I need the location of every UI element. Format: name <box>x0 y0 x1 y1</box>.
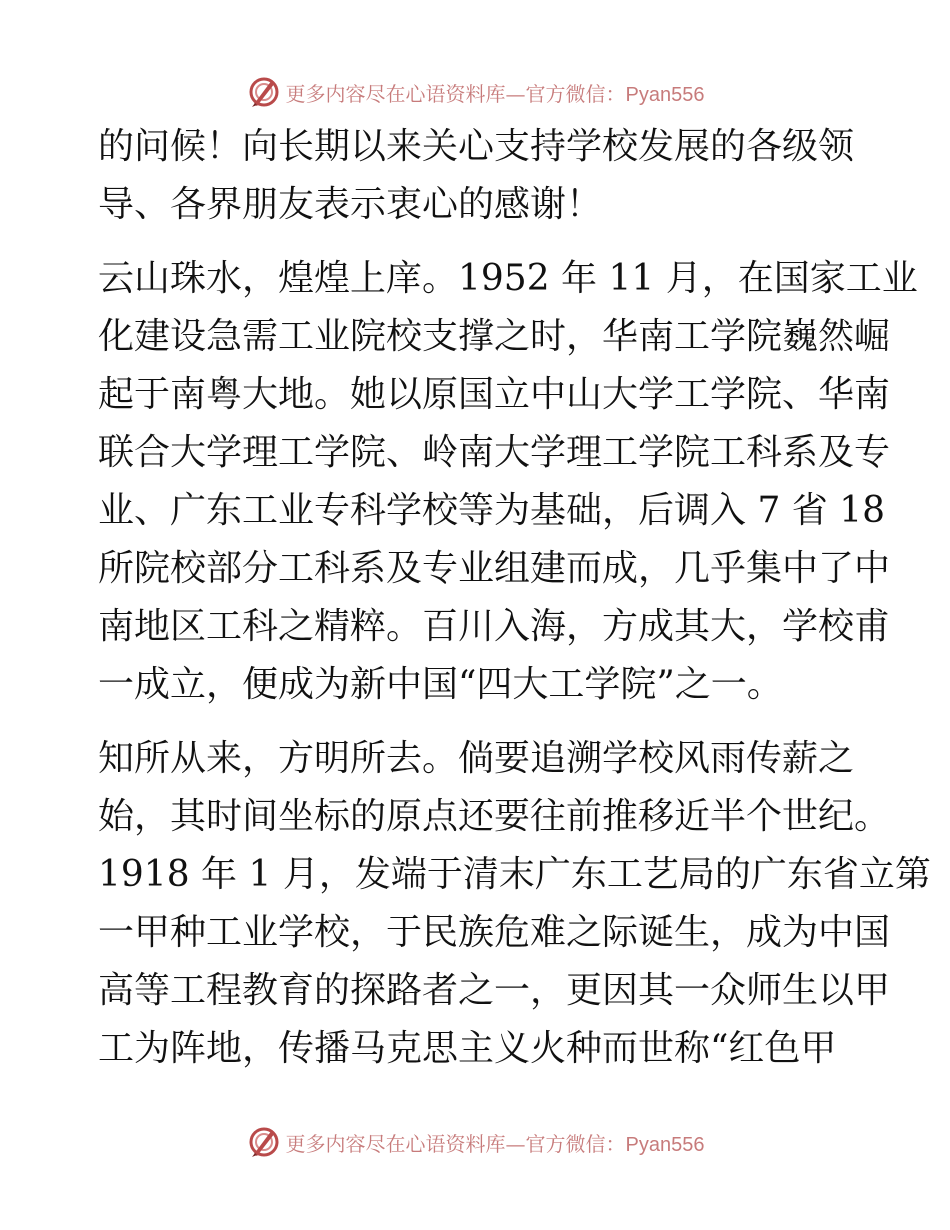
text-line: 始，其时间坐标的原点还要往前推移近半个世纪。 <box>98 796 891 837</box>
footer-banner-text: 更多内容尽在心语资料库—官方微信：Pyan556 <box>285 1131 705 1156</box>
footer-banner <box>0 1122 950 1162</box>
text-line: 导、各界朋友表示衷心的感谢！ <box>98 184 603 225</box>
text-line: 一成立，便成为新中国“四大工学院”之一。 <box>98 664 783 705</box>
header-banner-text: 更多内容尽在心语资料库—官方微信：Pyan556 <box>285 81 705 106</box>
text-line: 所院校部分工科系及专业组建而成，几乎集中了中 <box>98 548 891 589</box>
footer-wechat-id: Pyan556 <box>625 1133 705 1156</box>
text-line: 联合大学理工学院、岭南大学理工学院工科系及专 <box>98 432 891 473</box>
header-banner <box>0 72 950 112</box>
header-wechat-id: Pyan556 <box>625 83 705 106</box>
quill-pen-logo-icon <box>246 1124 282 1160</box>
text-line: 化建设急需工业院校支撑之时，华南工学院巍然崛 <box>98 316 891 357</box>
text-line: 知所从来，方明所去。倘要追溯学校风雨传薪之 <box>98 738 855 779</box>
text-line: 南地区工科之精粹。百川入海，方成其大，学校甫 <box>98 606 891 647</box>
paragraph <box>98 118 858 234</box>
text-line: 起于南粤大地。她以原国立中山大学工学院、华南 <box>98 374 891 415</box>
text-line: 一甲种工业学校，于民族危难之际诞生，成为中国 <box>98 912 891 953</box>
document-body <box>98 118 931 1078</box>
text-line: 1918 年 1 月，发端于清末广东工艺局的广东省立第 <box>98 854 931 895</box>
text-line: 高等工程教育的探路者之一，更因其一众师生以甲 <box>98 970 891 1011</box>
text-line: 云山珠水，煌煌上庠。1952 年 11 月，在国家工业 <box>98 258 918 299</box>
text-line: 的问候！向长期以来关心支持学校发展的各级领 <box>98 126 855 167</box>
text-line: 业、广东工业专科学校等为基础，后调入 7 省 18 <box>98 490 886 531</box>
text-line: 工为阵地，传播马克思主义火种而世称“红色甲 <box>98 1028 837 1069</box>
paragraph <box>98 730 931 1078</box>
quill-pen-logo-icon <box>246 74 282 110</box>
paragraph <box>98 250 918 714</box>
